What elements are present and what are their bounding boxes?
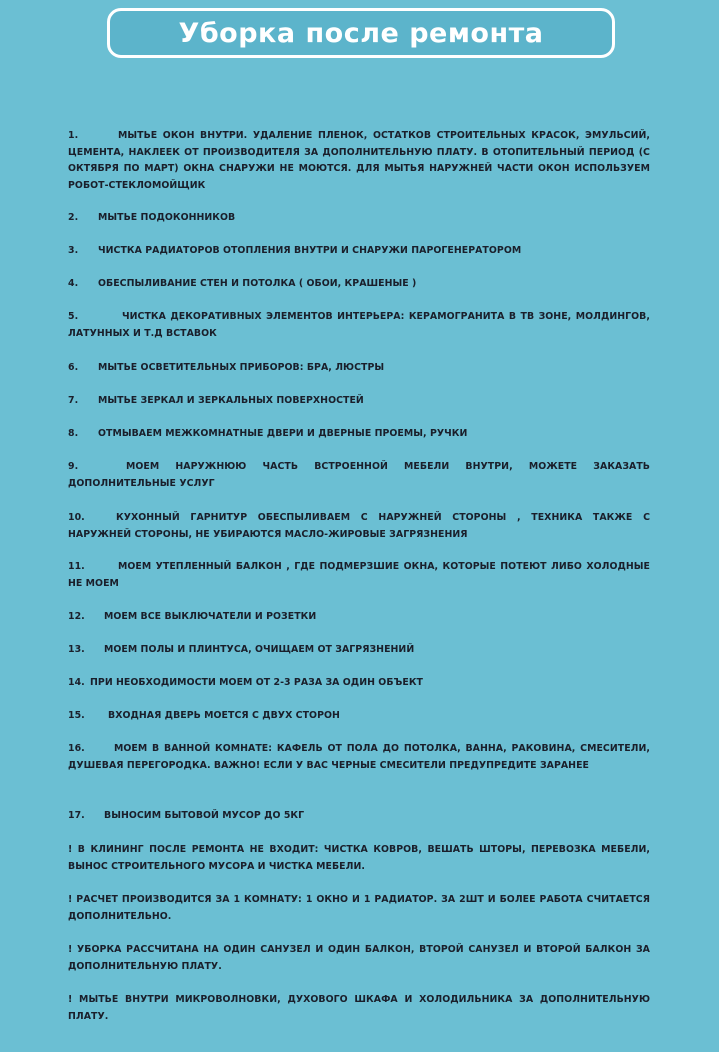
page-title: Уборка после ремонта — [178, 17, 544, 49]
list-item — [68, 808, 650, 825]
item-text: ЧИСТКА ДЕКОРАТИВНЫХ ЭЛЕМЕНТОВ ИНТЕРЬЕРА: КЕРАМОГРАНИТА В ТВ ЗОНЕ, МОЛДИНГОВ, ЛАТУННЫХ И Т.Д ВСТАВОК — [68, 311, 650, 339]
list-item — [68, 128, 650, 194]
item-text: МЫТЬЕ ОКОН ВНУТРИ. УДАЛЕНИЕ ПЛЕНОК, ОСТАТКОВ СТРОИТЕЛЬНЫХ КРАСОК, ЭМУЛЬСИЙ, ЦЕМЕНТА, НАКЛЕЕК ОТ ПРОИЗВОДИТЕЛЯ ЗА ДОПОЛНИТЕЛЬНУЮ ПЛАТУ. В ОТОПИТЕЛЬНЫЙ ПЕРИОД (С ОКТЯБРЯ ПО МАРТ) ОКНА СНАРУЖИ НЕ МОЮТСЯ. ДЛЯ МЫТЬЯ НАРУЖНЕЙ ЧАСТИ ОКОН ИСПОЛЬЗУЕМ РОБОТ-СТЕКЛОМОЙЩИК — [68, 130, 650, 191]
note-text: ! МЫТЬЕ ВНУТРИ МИКРОВОЛНОВКИ, ДУХОВОГО ШКАФА И ХОЛОДИЛЬНИКА ЗА ДОПОЛНИТЕЛЬНУЮ ПЛАТУ. — [68, 994, 650, 1022]
item-text: ВЫНОСИМ БЫТОВОЙ МУСОР ДО 5КГ — [104, 810, 305, 821]
list-item — [68, 642, 650, 659]
list-item — [68, 243, 650, 260]
note-text: ! РАСЧЕТ ПРОИЗВОДИТСЯ ЗА 1 КОМНАТУ: 1 ОКНО И 1 РАДИАТОР. ЗА 2ШТ И БОЛЕЕ РАБОТА СЧИТАЕТСЯ ДОПОЛНИТЕЛЬНО. — [68, 894, 650, 922]
item-text: МЫТЬЕ ОСВЕТИТЕЛЬНЫХ ПРИБОРОВ: БРА, ЛЮСТРЫ — [98, 362, 385, 373]
note-text: ! В КЛИНИНГ ПОСЛЕ РЕМОНТА НЕ ВХОДИТ: ЧИСТКА КОВРОВ, ВЕШАТЬ ШТОРЫ, ПЕРЕВОЗКА МЕБЕЛИ, ВЫНОС СТРОИТЕЛЬНОГО МУСОРА И ЧИСТКА МЕБЕЛИ. — [68, 844, 650, 872]
item-number: 13. — [68, 644, 85, 655]
item-number: 7. — [68, 395, 79, 406]
list-item — [68, 393, 650, 410]
item-number: 17. — [68, 810, 85, 821]
list-item — [68, 426, 650, 443]
list-item — [68, 559, 650, 592]
item-number: 11. — [68, 561, 85, 572]
note-item — [68, 892, 650, 925]
note-item — [68, 842, 650, 875]
item-text: МЫТЬЕ ПОДОКОННИКОВ — [98, 212, 236, 223]
item-text: ЧИСТКА РАДИАТОРОВ ОТОПЛЕНИЯ ВНУТРИ И СНАРУЖИ ПАРОГЕНЕРАТОРОМ — [98, 245, 522, 256]
item-text: МЫТЬЕ ЗЕРКАЛ И ЗЕРКАЛЬНЫХ ПОВЕРХНОСТЕЙ — [98, 395, 364, 406]
item-number: 12. — [68, 611, 85, 622]
item-text: ОТМЫВАЕМ МЕЖКОМНАТНЫЕ ДВЕРИ И ДВЕРНЫЕ ПРОЕМЫ, РУЧКИ — [98, 428, 468, 439]
item-text: МОЕМ НАРУЖНЮЮ ЧАСТЬ ВСТРОЕННОЙ МЕБЕЛИ ВНУТРИ, МОЖЕТЕ ЗАКАЗАТЬ ДОПОЛНИТЕЛЬНЫЕ УСЛУГ — [68, 461, 650, 489]
item-number: 15. — [68, 710, 85, 721]
list-item — [68, 675, 650, 692]
list-item — [68, 741, 650, 774]
title-banner — [107, 8, 615, 58]
list-item — [68, 309, 650, 342]
note-item — [68, 992, 650, 1025]
item-text: МОЕМ В ВАННОЙ КОМНАТЕ: КАФЕЛЬ ОТ ПОЛА ДО ПОТОЛКА, ВАННА, РАКОВИНА, СМЕСИТЕЛИ, ДУШЕВАЯ ПЕРЕГОРОДКА. ВАЖНО! ЕСЛИ У ВАС ЧЕРНЫЕ СМЕСИТЕЛИ ПРЕДУПРЕДИТЕ ЗАРАНЕЕ — [68, 743, 650, 771]
list-item — [68, 360, 650, 377]
item-number: 6. — [68, 362, 79, 373]
item-number: 2. — [68, 212, 79, 223]
item-number: 8. — [68, 428, 79, 439]
note-text: ! УБОРКА РАССЧИТАНА НА ОДИН САНУЗЕЛ И ОДИН БАЛКОН, ВТОРОЙ САНУЗЕЛ И ВТОРОЙ БАЛКОН ЗА ДОПОЛНИТЕЛЬНУЮ ПЛАТУ. — [68, 944, 650, 972]
item-text: ВХОДНАЯ ДВЕРЬ МОЕТСЯ С ДВУХ СТОРОН — [108, 710, 340, 721]
item-text: МОЕМ ПОЛЫ И ПЛИНТУСА, ОЧИЩАЕМ ОТ ЗАГРЯЗНЕНИЙ — [104, 644, 415, 655]
list-item — [68, 210, 650, 227]
item-number: 5. — [68, 311, 79, 322]
list-item — [68, 609, 650, 626]
note-item — [68, 942, 650, 975]
item-text: ОБЕСПЫЛИВАНИЕ СТЕН И ПОТОЛКА ( ОБОИ, КРАШЕНЫЕ ) — [98, 278, 417, 289]
item-number: 1. — [68, 130, 79, 141]
item-number: 3. — [68, 245, 79, 256]
list-item — [68, 708, 650, 725]
item-number: 16. — [68, 743, 85, 754]
item-number: 10. — [68, 512, 85, 523]
item-text: КУХОННЫЙ ГАРНИТУР ОБЕСПЫЛИВАЕМ С НАРУЖНЕЙ СТОРОНЫ , ТЕХНИКА ТАКЖЕ С НАРУЖНЕЙ СТОРОНЫ, НЕ УБИРАЮТСЯ МАСЛО-ЖИРОВЫЕ ЗАГРЯЗНЕНИЯ — [68, 512, 650, 540]
list-item — [68, 276, 650, 293]
item-text: МОЕМ УТЕПЛЕННЫЙ БАЛКОН , ГДЕ ПОДМЕРЗШИЕ ОКНА, КОТОРЫЕ ПОТЕЮТ ЛИБО ХОЛОДНЫЕ НЕ МОЕМ — [68, 561, 650, 589]
list-item — [68, 510, 650, 543]
item-text: МОЕМ ВСЕ ВЫКЛЮЧАТЕЛИ И РОЗЕТКИ — [104, 611, 317, 622]
item-text: ПРИ НЕОБХОДИМОСТИ МОЕМ ОТ 2-3 РАЗА ЗА ОДИН ОБЪЕКТ — [90, 677, 423, 688]
item-number: 14. — [68, 677, 85, 688]
list-item — [68, 459, 650, 492]
item-number: 9. — [68, 461, 79, 472]
item-number: 4. — [68, 278, 79, 289]
